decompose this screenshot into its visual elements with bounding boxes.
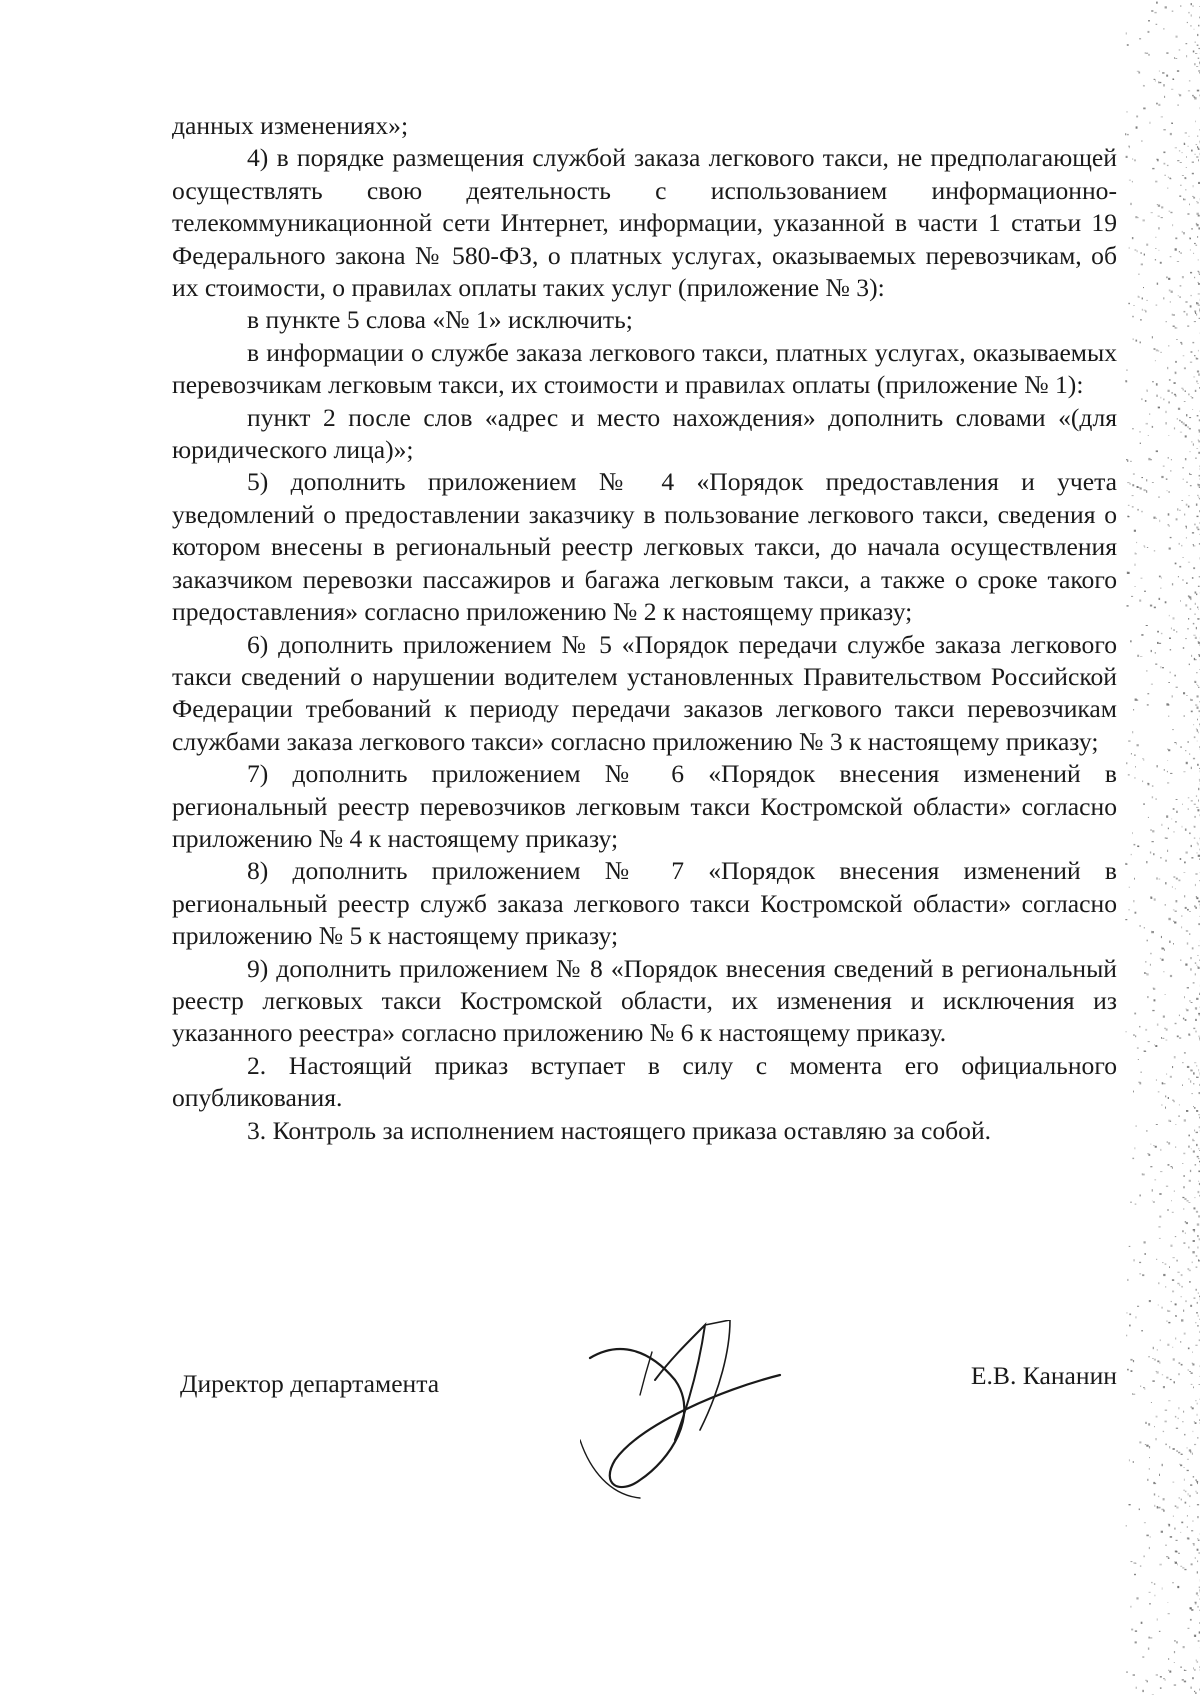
- paragraph-item-8: 8) дополнить приложением № 7 «Порядок внесения изменений в региональный реестр служб заказа легкового такси Костромской области» согласно приложению № 5 к настоящему приказу;: [172, 856, 1117, 951]
- paragraph-item-4-point-5: в пункте 5 слова «№ 1» исключить;: [247, 305, 633, 335]
- paragraph-item-5: 5) дополнить приложением № 4 «Порядок предоставления и учета уведомлений о предоставлении заказчику в пользование легкового такси, сведения о котором внесены в региональный реестр легковых такси, до начала осуществления заказчиком перевозки пассажиров и багажа легковым такси, а также о сроке такого предоставления» согласно приложению № 2 к настоящему приказу;: [172, 467, 1117, 627]
- signer-name: Е.В. Кананин: [970, 1361, 1117, 1390]
- scan-edge-noise: [1120, 0, 1200, 1695]
- paragraph-item-4-point-2: пункт 2 после слов «адрес и место нахождения» дополнить словами «(для юридического лица)»;: [172, 402, 1117, 465]
- paragraph-item-6: 6) дополнить приложением № 5 «Порядок передачи службе заказа легкового такси сведений о нарушении водителем установленных Правительством Российской Федерации требований к периоду передачи заказов легкового такси перевозчикам службами заказа легкового такси» согласно приложению № 3 к настоящему приказу;: [172, 629, 1117, 756]
- handwritten-signature: [580, 1320, 860, 1500]
- document-body: [172, 110, 1117, 1147]
- paragraph-item-7: 7) дополнить приложением № 6 «Порядок внесения изменений в региональный реестр перевозчиков легковым такси Костромской области» согласно приложению № 4 к настоящему приказу;: [172, 759, 1117, 853]
- paragraph-item-4: 4) в порядке размещения службой заказа легкового такси, не предполагающей осуществлять свою деятельность с использованием информационно-телекоммуникационной сети Интернет, информации, указанной в части 1 статьи 19 Федерального закона № 580-ФЗ, о платных услугах, оказываемых перевозчикам, об их стоимости, о правилах оплаты таких услуг (приложение № 3):: [172, 143, 1117, 303]
- paragraph-clause-2: 2. Настоящий приказ вступает в силу с момента его официального опубликования.: [172, 1050, 1117, 1113]
- signer-title: Директор департамента: [180, 1369, 440, 1398]
- paragraph-clause-3: 3. Контроль за исполнением настоящего приказа оставляю за собой.: [247, 1115, 992, 1145]
- paragraph-item-9: 9) дополнить приложением № 8 «Порядок внесения сведений в региональный реестр легковых такси Костромской области, их изменения и исключения из указанного реестра» согласно приложению № 6 к настоящему приказу.: [172, 953, 1117, 1048]
- paragraph-continuation: данных изменениях»;: [172, 111, 409, 140]
- paragraph-item-4-info: в информации о службе заказа легкового такси, платных услугах, оказываемых перевозчикам легковым такси, их стоимости и правилах оплаты (приложение № 1):: [172, 337, 1117, 400]
